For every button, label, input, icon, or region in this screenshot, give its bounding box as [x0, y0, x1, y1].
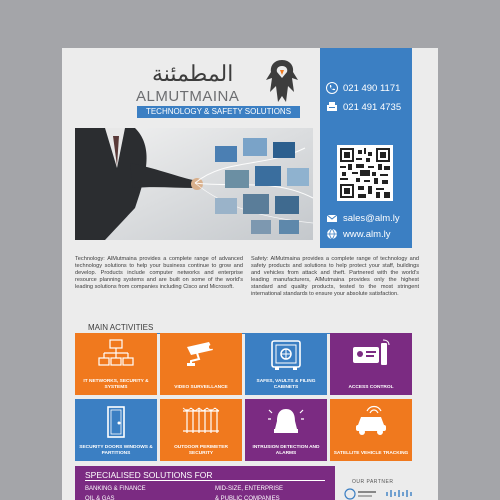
door-icon [101, 405, 131, 439]
network-icon [98, 339, 134, 369]
activity-label: SAFES, VAULTS & FILING CABINETS [256, 379, 316, 390]
activity-tile-intrusion-detection [245, 399, 327, 461]
alarm-icon [268, 405, 304, 437]
contact-website-row[interactable] [326, 228, 391, 240]
cctv-camera-icon [183, 339, 219, 369]
partner-logo-2-icon [384, 488, 418, 500]
activity-label: SATELLITE VEHICLE TRACKING [333, 451, 409, 456]
contact-website: www.alm.ly [343, 228, 391, 240]
contact-email: sales@alm.ly [343, 212, 400, 224]
activity-label: INTRUSION DETECTION AND ALARMS [252, 445, 320, 456]
qr-code [337, 145, 393, 201]
safe-icon [269, 339, 303, 371]
activity-tile-security-doors [75, 399, 157, 461]
activity-tile-vehicle-tracking [330, 399, 412, 461]
flyer-page [62, 48, 438, 500]
contact-email-row[interactable] [326, 212, 400, 224]
brand-name: ALMUTMAINA [136, 88, 240, 105]
activity-tile-video-surveillance [160, 333, 242, 395]
specialised-divider [85, 480, 325, 481]
activity-label: SECURITY DOORS WINDOWS & PARTITIONS [79, 445, 153, 456]
specialised-item: BANKING & FINANCE [85, 486, 146, 492]
logo-block [62, 48, 312, 123]
activity-tile-access-control [330, 333, 412, 395]
contact-phone-row[interactable] [326, 82, 400, 94]
phone-icon [326, 82, 338, 94]
activity-label: VIDEO SURVEILLANCE [174, 385, 228, 390]
hero-image [75, 128, 313, 240]
partner-label: OUR PARTNER [352, 479, 394, 485]
fax-icon [326, 101, 338, 113]
activity-label: OUTDOOR PERIMETER SECURITY [174, 445, 228, 456]
contact-phone: 021 490 1171 [343, 82, 401, 94]
access-card-icon [351, 339, 391, 369]
specialised-item: MID-SIZE, ENTERPRISE [215, 486, 284, 492]
technology-description: Technology: AlMutmaina provides a complete range of advanced technology solutions to help your business continue to grow and develop. Products include computer networks and enterprise resource planning systems and are built on some of the world's leading solutions from companies including Cisco and Microsoft. [75, 256, 243, 290]
fence-icon [181, 405, 221, 437]
contact-fax-row[interactable] [326, 101, 401, 113]
eagle-logo-icon [262, 58, 302, 106]
brand-tagline: TECHNOLOGY & SAFETY SOLUTIONS [137, 106, 300, 118]
activities-heading-text: MAIN ACTIVITIES [88, 323, 154, 332]
specialised-solutions-title: SPECIALISED SOLUTIONS FOR [85, 470, 213, 480]
contact-fax: 021 491 4735 [343, 101, 402, 113]
partner-logo-1-icon [344, 488, 378, 500]
activity-tile-it-networks [75, 333, 157, 395]
email-icon [326, 212, 338, 224]
activity-label: IT NETWORKS, SECURITY & SYSTEMS [83, 379, 149, 390]
qr-code-icon [340, 148, 390, 198]
contact-panel [320, 48, 412, 248]
activity-label: ACCESS CONTROL [348, 385, 394, 390]
brand-arabic-name: المطمئنة [152, 62, 234, 87]
specialised-solutions-panel [75, 466, 335, 500]
vehicle-tracking-icon [352, 405, 390, 437]
activity-tile-outdoor-perimeter [160, 399, 242, 461]
specialised-item: & PUBLIC COMPANIES [215, 496, 280, 500]
safety-description: Safety: AlMutmaina provides a complete range of technology and safety products and solutions to help protect your staff, buildings and vehicles from attack and theft. Partnered with the world's leading manufacturers, AlMutmaina provides only the highest standard and quality products, tested to the most stringent international standards to ensure your absolute satisfaction. [251, 256, 419, 297]
activity-tile-safes [245, 333, 327, 395]
globe-icon [326, 228, 338, 240]
specialised-item: OIL & GAS [85, 496, 115, 500]
businessman-touchscreen-image [75, 128, 313, 240]
